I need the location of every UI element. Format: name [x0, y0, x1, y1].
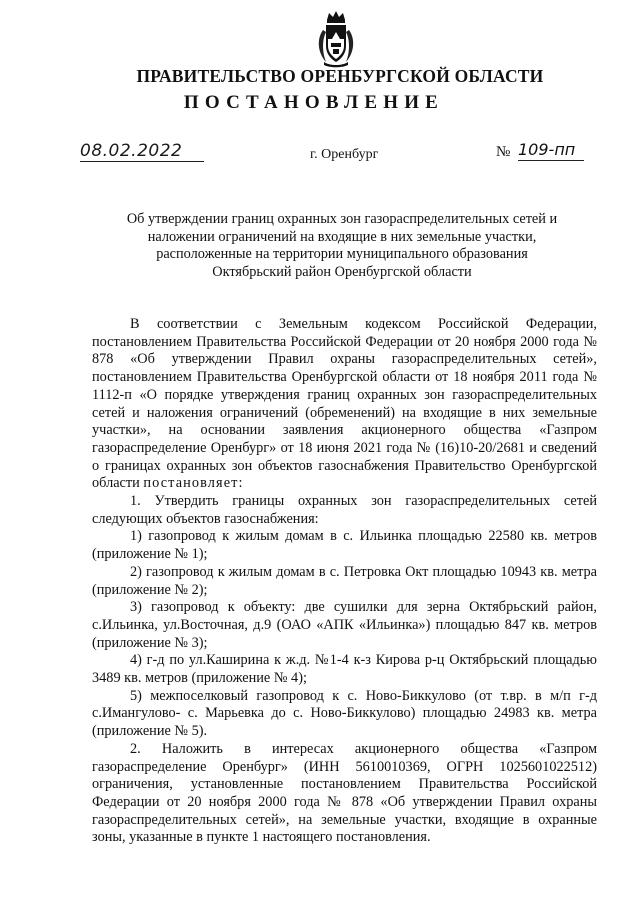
document-title: [100, 211, 584, 281]
title-line: Октябрьский район Оренбургской области: [212, 263, 472, 280]
title-line: Об утверждении границ охранных зон газораспределительных сетей и: [126, 211, 558, 227]
subitem-4: 4) г-д по ул.Каширина к ж.д. №1-4 к-з Кирова р-ц Октябрьский площадью 3489 кв. метров (приложение № 4);: [92, 652, 597, 687]
document-number: 109-пп: [518, 140, 584, 161]
document-body: [92, 316, 597, 847]
preamble-paragraph: [92, 316, 597, 493]
document-city: г. Оренбург: [310, 147, 379, 162]
item-1: 1. Утвердить границы охранных зон газораспределительных сетей следующих объектов газоснабжения:: [92, 493, 597, 527]
document-type: ПОСТАНОВЛЕНИЕ: [183, 92, 445, 113]
title-line: наложении ограничений на входящие в них земельные участки,: [147, 228, 537, 245]
item-2: 2. Наложить в интересах акционерного общества «Газпром газораспределение Оренбург» (ИНН 5610010369, ОГРН 1025601022512) ограничения, установленные постановлением Правительства Российской Федерации от 20 ноября 2000 года № 878 «Об утверждении Правил охраны газораспределительных сетей», на земельные участки, входящие в охранные зоны, указанные в пункте 1 настоящего постановления.: [92, 740, 597, 846]
resolves-phrase: постановляет:: [143, 475, 244, 492]
title-line: расположенные на территории муниципального образования: [156, 246, 528, 263]
subitem-1: 1) газопровод к жилым домам в с. Ильинка площадью 22580 кв. метров (приложение № 1);: [92, 528, 597, 563]
subitem-2: 2) газопровод к жилым домам в с. Петровка Окт площадью 10943 кв. метра (приложение № 2);: [92, 563, 597, 598]
document-date: 08.02.2022: [80, 141, 204, 162]
organization-name: ПРАВИТЕЛЬСТВО ОРЕНБУРГСКОЙ ОБЛАСТИ: [136, 66, 544, 86]
preamble-text: В соответствии с Земельным кодексом Российской Федерации, постановлением Правительства Российской Федерации от 20 ноября 2000 года № 878 «Об утверждении Правил охраны газораспределительных сетей», постановлением Правительства Оренбургской области от 18 ноября 2011 года № 1112-п «О порядке утверждения границ охранных зон газораспределительных сетей и наложения ограничений (обременений) на входящие в них земельные участки», на основании заявления акционерного общества «Газпром газораспределение Оренбург» от 18 июня 2021 года № (16)10-20/2681 и сведений о границах охранных зон объектов газоснабжения Правительство Оренбургской области: [92, 316, 597, 492]
subitem-5: 5) межпоселковый газопровод к с. Ново-Биккулово (от т.вр. в м/п г-д с.Имангулово- с. Марьевка до с. Ново-Биккулово) площадью 24983 кв. метра (приложение № 5).: [92, 687, 597, 740]
subitem-3: 3) газопровод к объекту: две сушилки для зерна Октябрьский район, с.Ильинка, ул.Восточная, д.9 (ОАО «АПК «Ильинка») площадью 847 кв. метров (приложение № 3);: [92, 599, 597, 651]
number-label: №: [496, 144, 511, 160]
orenburg-coat-of-arms-icon: [314, 10, 358, 68]
